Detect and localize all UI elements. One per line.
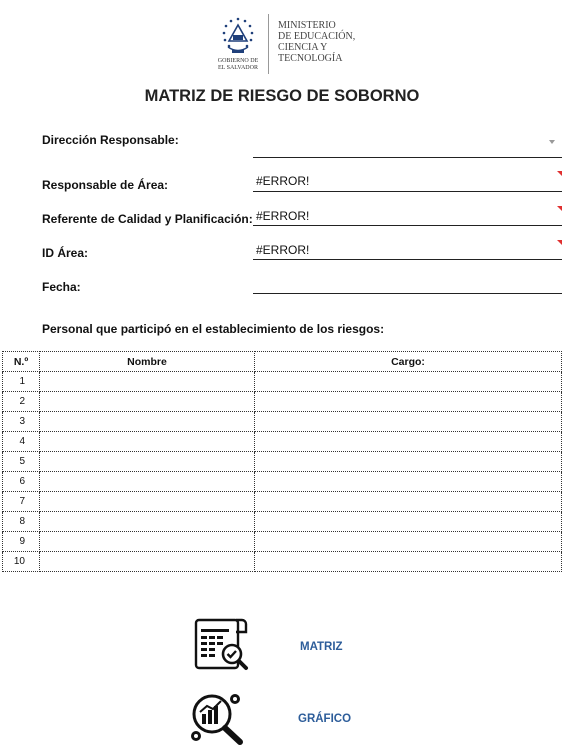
coat-of-arms-icon — [218, 16, 258, 58]
cargo-cell[interactable] — [255, 532, 562, 552]
nombre-cell[interactable] — [40, 552, 255, 572]
personal-heading: Personal que participó en el establecimiento de los riesgos: — [42, 322, 385, 336]
id-area-field[interactable]: #ERROR! — [256, 243, 310, 257]
id-area-underline — [253, 259, 562, 260]
responsable-label: Responsable de Área: — [42, 178, 169, 192]
cargo-cell[interactable] — [255, 552, 562, 572]
referente-field[interactable]: #ERROR! — [256, 209, 310, 223]
table-row — [3, 452, 562, 472]
referente-label: Referente de Calidad y Planificación: — [42, 212, 253, 226]
cargo-cell[interactable] — [255, 472, 562, 492]
column-header-number: N.º — [3, 352, 40, 372]
cargo-cell[interactable] — [255, 392, 562, 412]
fecha-underline — [253, 293, 562, 294]
cargo-cell[interactable] — [255, 432, 562, 452]
row-number: 5 — [3, 452, 40, 472]
column-header-nombre: Nombre — [40, 352, 255, 372]
error-marker-icon — [557, 240, 562, 245]
logo-divider — [268, 14, 269, 74]
ministry-name: MINISTERIO DE EDUCACIÓN, CIENCIA Y TECNOLOGÍA — [278, 20, 356, 64]
nombre-cell[interactable] — [40, 372, 255, 392]
error-marker-icon — [557, 171, 562, 176]
chevron-down-icon[interactable] — [549, 140, 555, 144]
responsable-field[interactable]: #ERROR! — [256, 174, 310, 188]
responsable-underline — [253, 191, 562, 192]
id-area-label: ID Área: — [42, 246, 89, 260]
cargo-cell[interactable] — [255, 452, 562, 472]
row-number: 2 — [3, 392, 40, 412]
direccion-label: Dirección Responsable: — [42, 133, 179, 147]
nombre-cell[interactable] — [40, 532, 255, 552]
table-row — [3, 492, 562, 512]
nombre-cell[interactable] — [40, 412, 255, 432]
table-row — [3, 512, 562, 532]
cargo-cell[interactable] — [255, 412, 562, 432]
nombre-cell[interactable] — [40, 512, 255, 532]
nombre-cell[interactable] — [40, 432, 255, 452]
table-row — [3, 372, 562, 392]
chart-gear-icon[interactable] — [188, 690, 248, 746]
table-row — [3, 412, 562, 432]
table-row — [3, 532, 562, 552]
table-row — [3, 432, 562, 452]
grafico-button[interactable]: GRÁFICO — [298, 713, 352, 725]
cargo-cell[interactable] — [255, 492, 562, 512]
fecha-label: Fecha: — [42, 280, 81, 294]
nombre-cell[interactable] — [40, 472, 255, 492]
row-number: 7 — [3, 492, 40, 512]
document-check-icon[interactable] — [192, 617, 250, 673]
column-header-cargo: Cargo: — [255, 352, 562, 372]
nombre-cell[interactable] — [40, 452, 255, 472]
nombre-cell[interactable] — [40, 392, 255, 412]
page-title: MATRIZ DE RIESGO DE SOBORNO — [144, 87, 420, 105]
error-marker-icon — [557, 206, 562, 211]
row-number: 4 — [3, 432, 40, 452]
row-number: 3 — [3, 412, 40, 432]
row-number: 6 — [3, 472, 40, 492]
row-number: 9 — [3, 532, 40, 552]
row-number: 8 — [3, 512, 40, 532]
personal-table — [2, 351, 562, 572]
table-row — [3, 472, 562, 492]
government-label: GOBIERNO DE EL SALVADOR — [217, 58, 259, 71]
row-number: 1 — [3, 372, 40, 392]
direccion-dropdown[interactable] — [253, 157, 562, 158]
table-row — [3, 552, 562, 572]
matriz-button[interactable]: MATRIZ — [300, 641, 343, 653]
cargo-cell[interactable] — [255, 372, 562, 392]
row-number: 10 — [3, 552, 40, 572]
table-header-row — [3, 352, 562, 372]
ministry-logo — [212, 14, 372, 76]
table-row — [3, 392, 562, 412]
nombre-cell[interactable] — [40, 492, 255, 512]
cargo-cell[interactable] — [255, 512, 562, 532]
referente-underline — [253, 225, 562, 226]
